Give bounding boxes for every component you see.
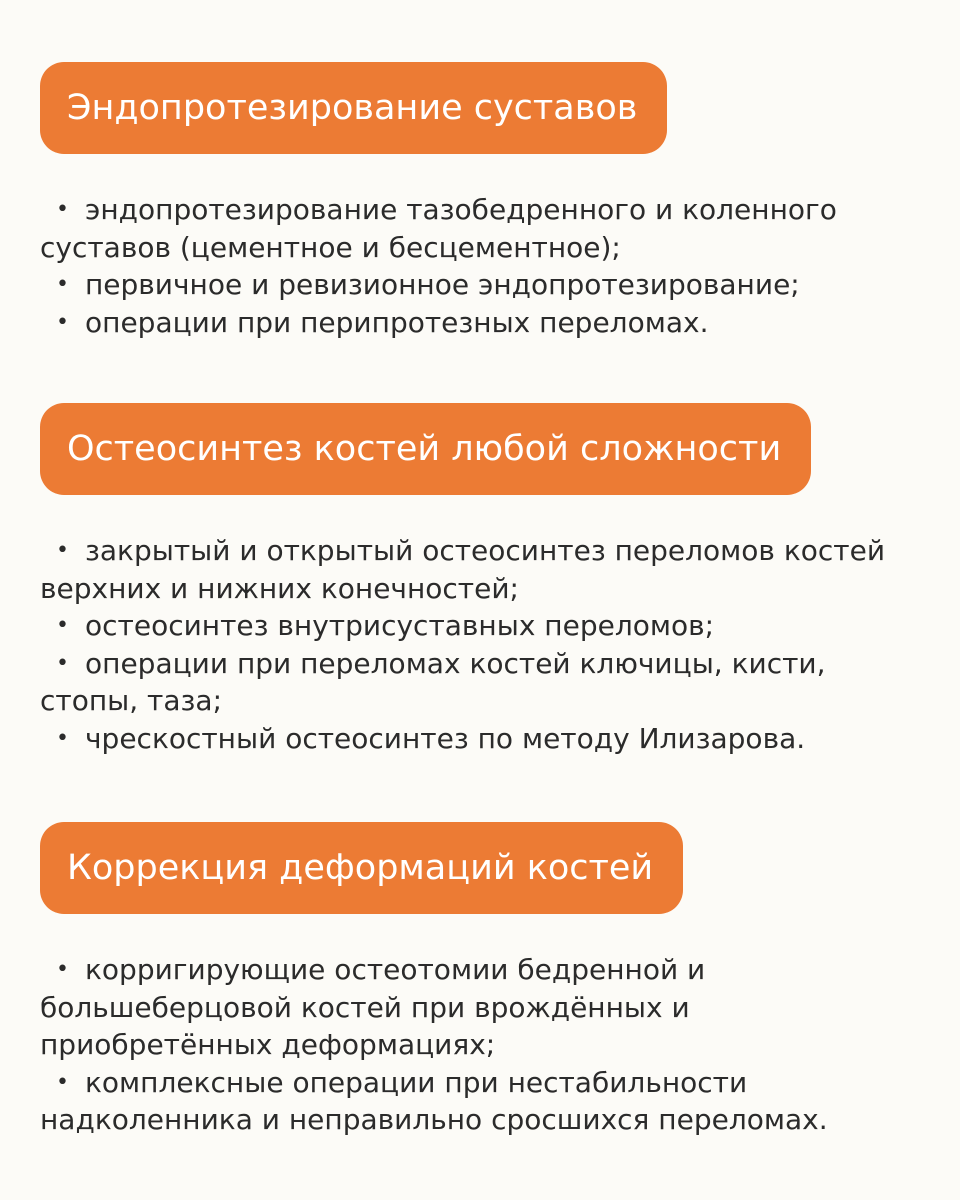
- bullet-icon: •: [56, 957, 69, 982]
- bullet-icon: •: [56, 309, 69, 335]
- list-item: [40, 266, 920, 304]
- list-item: [40, 645, 920, 720]
- bullet-icon: •: [56, 1069, 69, 1095]
- section-title: Эндопротезирование суставов: [40, 62, 667, 154]
- bullet-icon: •: [56, 272, 69, 297]
- bullet-list: [40, 532, 920, 757]
- bullet-list: [40, 191, 920, 341]
- section-osteosynthesis: [40, 403, 920, 757]
- list-item: [40, 607, 920, 645]
- list-item: [40, 951, 920, 1064]
- list-item: [40, 1064, 920, 1139]
- list-item-text: корригирующие остеотомии бедренной и большеберцовой костей при врождённых и приобретённых деформациях;: [40, 953, 706, 1061]
- list-item-text: комплексные операции при нестабильности надколенника и неправильно сросшихся переломах.: [40, 1065, 828, 1136]
- bullet-icon: •: [56, 538, 69, 563]
- bullet-icon: •: [56, 725, 69, 751]
- bullet-icon: •: [56, 650, 69, 676]
- list-item-text: остеосинтез внутрисуставных переломов;: [85, 609, 715, 642]
- section-title: Коррекция деформаций костей: [40, 822, 683, 914]
- list-item-text: первичное и ревизионное эндопротезирование;: [85, 268, 800, 301]
- section-bone-deformity-correction: [40, 822, 920, 1139]
- section-title: Остеосинтез костей любой сложности: [40, 403, 811, 495]
- list-item-text: чрескостный остеосинтез по методу Илизарова.: [85, 721, 806, 755]
- bullet-list: [40, 951, 920, 1139]
- list-item-text: операции при переломах костей ключицы, кисти, стопы, таза;: [40, 646, 826, 717]
- bullet-icon: •: [56, 613, 69, 638]
- list-item-text: закрытый и открытый остеосинтез переломов костей верхних и нижних конечностей;: [40, 534, 886, 605]
- list-item: [40, 720, 920, 758]
- list-item: [40, 532, 920, 607]
- list-item: [40, 304, 920, 342]
- bullet-icon: •: [56, 197, 69, 222]
- section-joint-replacement: [40, 62, 920, 341]
- list-item: [40, 191, 920, 266]
- list-item-text: эндопротезирование тазобедренного и коленного суставов (цементное и бесцементное);: [40, 193, 837, 264]
- list-item-text: операции при перипротезных переломах.: [85, 305, 709, 339]
